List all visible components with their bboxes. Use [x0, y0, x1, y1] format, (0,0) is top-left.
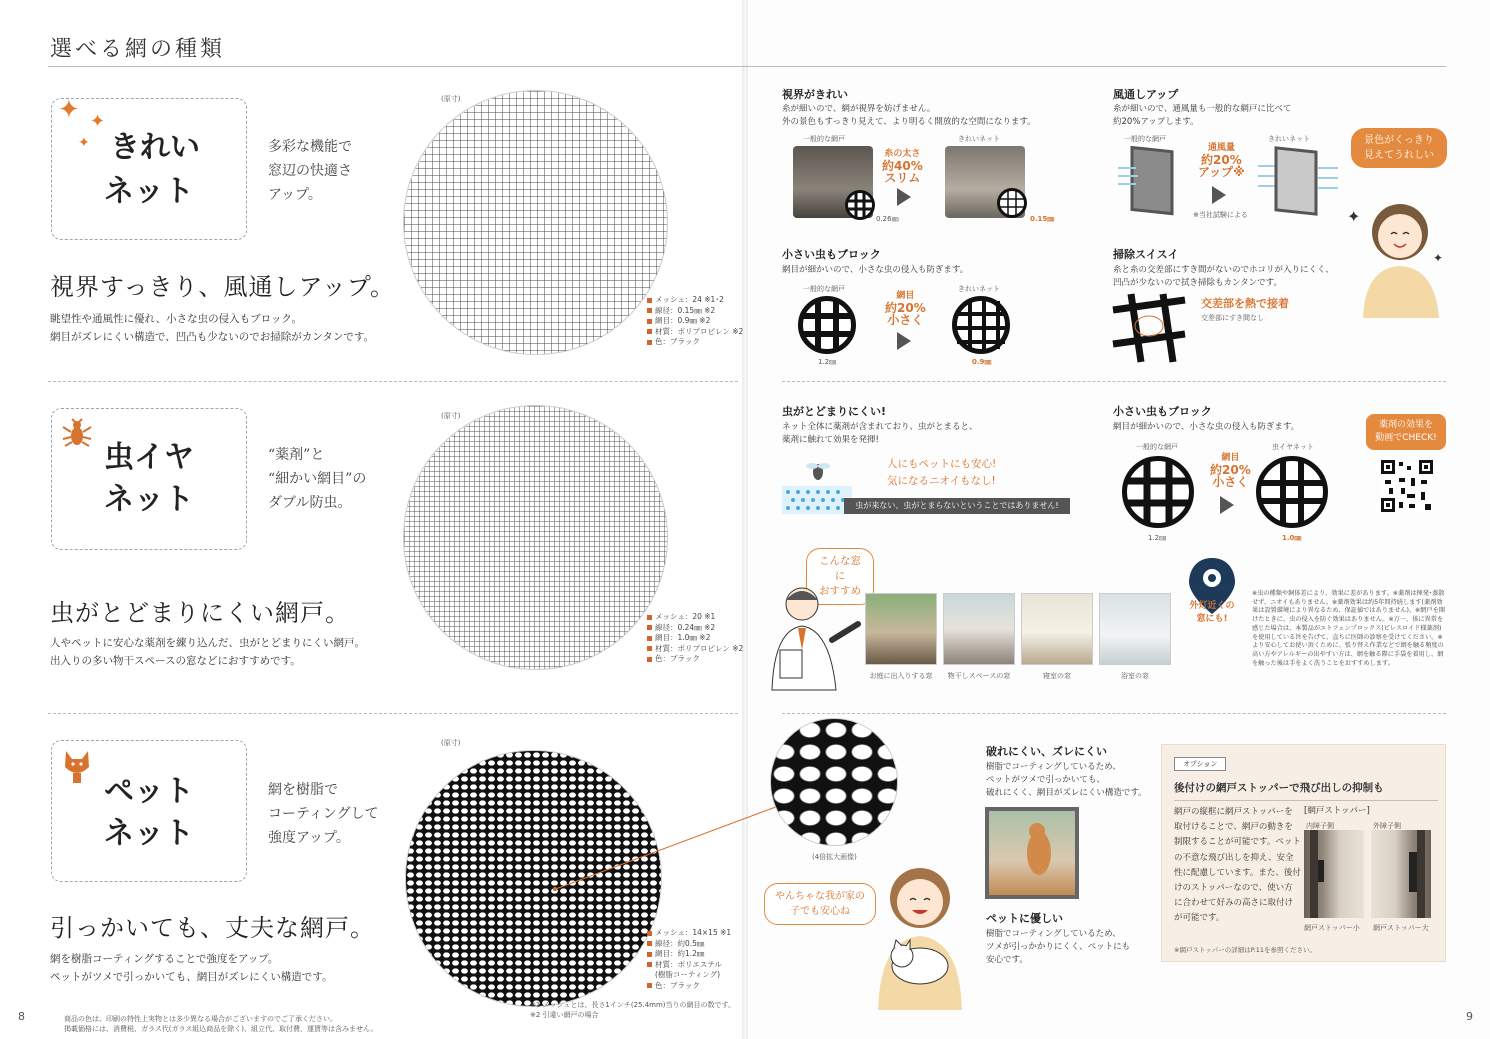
text-line: 樹脂でコーティングしているため、: [986, 929, 1121, 939]
mushiiya-net-namebox: [51, 408, 247, 550]
tagline-line: 網を樹脂で: [268, 782, 338, 798]
kirei-net-namebox: [51, 95, 247, 240]
badge-line: 動画でCHECK!: [1375, 433, 1437, 443]
thread-closeup-kirei: [997, 188, 1027, 218]
desc-line: 網目がズレにくい構造で、凹凸も少ないのでお掃除がカンタンです。: [50, 331, 375, 343]
net-name-line2: ネット: [104, 174, 194, 209]
callout-line: 網目: [1221, 453, 1240, 463]
dim-general: 1.2㎜: [1148, 534, 1167, 542]
kirei-tagline: [268, 135, 352, 207]
desc-line: 網を樹脂コーティングすることで強度をアップ。: [50, 953, 279, 965]
text-line: 外の景色もすっきり見えて、より明るく開放的な空間になります。: [782, 117, 1036, 127]
badge-line: 薬剤の効果を: [1378, 420, 1433, 430]
spec-row: 網目：約1.2㎜: [647, 949, 731, 960]
photo-caption: 浴室の窓: [1121, 672, 1149, 680]
scale-label: (原寸): [441, 739, 461, 747]
page-title: 選べる網の種類: [50, 37, 226, 62]
photo-laundry-window: [943, 593, 1015, 665]
stopper-small-caption: 網戸ストッパー小: [1304, 924, 1360, 932]
label-mushi: 虫イヤネット: [1272, 443, 1314, 451]
view-text: [782, 103, 1036, 129]
pet-specs: [647, 928, 731, 991]
pet-headline: 引っかいても、丈夫な網戸。: [50, 914, 375, 942]
stay-heading: 虫がとどまりにくい!: [782, 405, 887, 418]
photo-garden-window: [865, 593, 937, 665]
dim-kirei: 0.15㎜: [1030, 215, 1055, 223]
sparkle-tiny-icon: ✦: [78, 135, 90, 151]
mesh-closeup-kirei: [952, 296, 1010, 354]
mesh-closeup-general: [798, 296, 856, 354]
bubble-line: やんちゃな我が家の: [775, 891, 865, 902]
dim-general: 0.26㎜: [876, 215, 899, 223]
text-line: 性に配慮しています。また、後付: [1174, 867, 1301, 878]
kirei-specs: [647, 295, 743, 348]
kirei-mesh-sample: [403, 90, 668, 355]
tagline-line: 強度アップ。: [268, 830, 350, 846]
divider-right-1: [782, 381, 1446, 382]
bubble-line: 子でも安心ね: [790, 906, 850, 917]
stopper-large-caption: 網戸ストッパー大: [1373, 924, 1429, 932]
wind-callout: [1198, 142, 1245, 178]
badge-line: 外灯近くの: [1189, 601, 1235, 611]
spec-row: メッシュ：24 ※1･2: [647, 295, 743, 306]
text-line: 網戸の縦框に網戸ストッパーを: [1174, 807, 1293, 817]
callout-line: 糸の太さ: [884, 149, 921, 159]
option-tag: オプション: [1174, 757, 1226, 771]
spec-row: 網目：1.0㎜ ※2: [647, 633, 743, 644]
woman-illustration: [1347, 190, 1445, 318]
callout-line: 約20%: [885, 301, 926, 315]
bubble-line: おすすめ: [818, 585, 862, 597]
text-line: ツメが引っかかりにくく、ペットにも: [986, 942, 1131, 952]
pet-net-namebox: [51, 740, 247, 882]
stopper-label: [網戸ストッパー]: [1304, 806, 1370, 816]
zoom-leader-line: [553, 803, 783, 893]
label-kirei: きれいネット: [1268, 135, 1310, 143]
callout-line: 約20%: [1210, 463, 1251, 477]
label-general: 一般的な網戸: [1124, 135, 1166, 143]
net-name-line1: 虫イヤ: [104, 440, 194, 475]
bug-text: 網目が細かいので、小さな虫の侵入も防ぎます。: [782, 265, 969, 275]
window-screen-general: [1118, 144, 1176, 212]
desc-line: 人やペットに安心な薬剤を練り込んだ、虫がとどまりにくい網戸。: [50, 637, 365, 649]
page-number-right: 9: [1466, 1010, 1473, 1023]
thread-closeup-general: [845, 190, 875, 220]
mesh-closeup-mushi: [1256, 456, 1328, 528]
view-callout: [882, 148, 923, 184]
callout-line: 人にもペットにも安心!: [887, 458, 997, 470]
spec-row: メッシュ：14×15 ※1: [647, 928, 731, 939]
spec-row: 線径：約0.5㎜: [647, 939, 731, 950]
net-name-line1: きれい: [110, 130, 200, 165]
mushiiya-mesh-sample: [403, 405, 668, 670]
insect-repellent-note: ※虫の種類や飼体差により、効果に差があります。※薬剤は揮発･蒸散せず、ニオイもありません。※薬剤効果は約5年間持続します(薬剤効果は設置環境により異なるため、保証値ではありません)。※網戸を開けたときに、虫の侵入を防ぐ効果はありません。※万一、体に異常を感じた場合は、本製品がエトフェンプロックス(ピレスロイド様薬剤)を使用している旨を告げて、直ちに医師の診察を受けてください。※より安心してお使い頂くために、張り替え作業などで網を触る頻度の高い方やアレルギーの出やすい方は、網を触る際に手袋を着用し、網を触った後は手をよく洗うことをおすすめします。: [1252, 590, 1445, 667]
badge-line: 窓にも!: [1196, 614, 1228, 624]
dim-general: 1.2㎜: [818, 358, 837, 366]
desc-line: ペットがツメで引っかいても、網目がズレにくい構造です。: [50, 971, 333, 983]
kirei-description: [50, 310, 374, 346]
tagline-line: “細かい網目”の: [268, 471, 367, 487]
pet-tagline: [268, 778, 379, 850]
label-kirei: きれいネット: [958, 135, 1000, 143]
stay-text: [782, 421, 978, 447]
zoom-label: (4倍拡大画像): [812, 853, 857, 861]
pet-kind-heading: ペットに優しい: [986, 912, 1063, 925]
desc-line: 出入りの多い物干スペースの窓などにおすすめです。: [50, 655, 301, 667]
mushiiya-description: [50, 634, 365, 670]
clean-text: [1113, 264, 1334, 290]
spec-row: 網目：0.9㎜ ※2: [647, 316, 743, 327]
strong-heading: 破れにくい、ズレにくい: [986, 745, 1107, 758]
text-line: 凹凸が少ないので拭き掃除もカンタンです。: [1113, 278, 1282, 288]
divider-right-2: [782, 713, 1446, 714]
spec-row: 線径：0.15㎜ ※2: [647, 306, 743, 317]
sparkle-icon: ✦: [58, 95, 80, 125]
text-line: 糸が細いので、通風量も一般的な網戸に比べて: [1113, 104, 1292, 114]
callout-line: 網目: [896, 291, 915, 301]
scale-label: (原寸): [441, 412, 461, 420]
text-line: の不意な飛び出しを抑え、安全: [1174, 852, 1294, 863]
stopper-photo-small: [1304, 830, 1364, 918]
svg-text:✦: ✦: [1433, 251, 1444, 265]
label-general: 一般的な網戸: [803, 135, 845, 143]
bottom-note-line: 商品の色は、印刷の特性上実物とは多少異なる場合がございますのでご了承ください。: [64, 1015, 337, 1023]
label-general: 一般的な網戸: [1136, 443, 1178, 451]
callout-line: アップ※: [1198, 165, 1245, 179]
cat-on-screen-photo: [986, 808, 1076, 896]
mushiiya-tagline: [268, 443, 366, 515]
page-number-left: 8: [18, 1010, 25, 1023]
photo-caption: 物干しスペースの窓: [947, 672, 1011, 680]
pet-owner-bubble: [764, 883, 876, 925]
photo-caption: 寝室の窓: [1043, 672, 1071, 680]
text-line: 制限することが可能です。ペット: [1174, 837, 1301, 848]
wind-text: [1113, 103, 1291, 129]
spec-row: 色：ブラック: [647, 337, 743, 348]
spec-row: 材質：ポリエステル: [647, 960, 731, 971]
arrow-right-icon: [897, 332, 911, 350]
pet-kind-text: [986, 928, 1130, 967]
divider-left-2: [48, 713, 738, 714]
callout-line: 小さく: [887, 313, 924, 327]
callout-line: スリム: [884, 171, 921, 185]
bug-heading: 小さい虫もブロック: [782, 248, 881, 261]
clean-callout: 交差部を熱で接着: [1201, 297, 1289, 310]
arrow-right-icon: [1220, 496, 1234, 514]
title-rule: [48, 66, 1446, 67]
speech-bubble-view: [1351, 128, 1447, 168]
callout-line: 約40%: [882, 159, 923, 173]
bug-callout: [885, 290, 926, 326]
text-line: 取付けることで、網戸の動きを: [1174, 822, 1293, 833]
text-line: が可能です。: [1174, 913, 1225, 924]
spec-row: 材質：ポリプロピレン ※2: [647, 644, 743, 655]
mesh-closeup-general: [1122, 456, 1194, 528]
bottom-notes: [64, 1014, 377, 1034]
dim-mushi: 1.0㎜: [1282, 534, 1302, 542]
mushiiya-headline: 虫がとどまりにくい網戸。: [50, 599, 350, 627]
option-heading: 後付けの網戸ストッパーで飛び出しの抑制も: [1174, 782, 1384, 794]
woman-with-cat-illustration: [870, 860, 970, 1010]
option-text: [1174, 805, 1301, 927]
tagline-line: “薬剤”と: [268, 447, 325, 463]
footnote-line: ※2 引違い網戸の場合: [530, 1011, 599, 1019]
stopper-photo-large: [1371, 830, 1431, 918]
clean-sub: 交差部にすき間なし: [1201, 314, 1264, 322]
bug2-heading: 小さい虫もブロック: [1113, 405, 1212, 418]
tagline-line: 窓辺の快適さ: [268, 163, 352, 179]
spec-row: 色：ブラック: [647, 654, 743, 665]
qr-code[interactable]: [1381, 460, 1433, 512]
tagline-line: コーティングして: [268, 806, 379, 822]
inner-side-label: 内障子側: [1306, 822, 1334, 830]
desc-line: 眺望性や通風性に優れ、小さな虫の侵入もブロック。: [50, 313, 302, 325]
text-line: 安心です。: [986, 955, 1028, 965]
spec-row: 色：ブラック: [647, 981, 731, 992]
pet-mesh-zoom: [770, 718, 898, 846]
bug2-text: 網目が細かいので、小さな虫の侵入も防ぎます。: [1113, 422, 1300, 432]
pet-description: [50, 950, 332, 986]
net-name-line2: ネット: [104, 482, 194, 517]
wind-heading: 風通しアップ: [1113, 88, 1179, 101]
kirei-headline: 視界すっきり、風通しアップ。: [50, 273, 395, 301]
label-kirei: きれいネット: [958, 285, 1000, 293]
callout-line: 気になるニオイもなし!: [887, 475, 996, 487]
outdoor-light-text: [1183, 600, 1241, 626]
man-pointing-illustration: [762, 580, 862, 690]
text-line: 樹脂でコーティングしているため、: [986, 762, 1121, 772]
divider-left-1: [48, 381, 738, 382]
bubble-line: こんな窓に: [819, 555, 861, 582]
option-rule: [1174, 800, 1438, 801]
text-line: に合わせて好みの高さに取付け: [1174, 898, 1294, 909]
text-line: 破れにくく、網目がズレにくい構造です。: [986, 788, 1147, 798]
text-line: ペットがツメで引っかいても、: [986, 775, 1105, 785]
thread-junction-diagram: [1113, 294, 1185, 362]
window-screen-kirei: [1258, 144, 1338, 212]
footnote-line: ※1 メッシュとは、長さ1インチ(25.4mm)当りの網目の数です。: [530, 1001, 735, 1009]
sparkle-small-icon: ✦: [90, 111, 106, 132]
net-name-line2: ネット: [104, 816, 194, 851]
stay-callout: [887, 456, 996, 490]
video-check-badge[interactable]: [1366, 414, 1446, 450]
text-line: けのストッパーなので、使い方: [1174, 883, 1293, 894]
scale-label: (原寸): [441, 95, 461, 103]
bottom-note-line: 掲載価格には、消費税、ガラス代(ガラス組込商品を除く)、組立代、取付費、運賃等は含みません。: [64, 1025, 378, 1033]
tagline-line: アップ。: [268, 187, 322, 203]
net-name-line1: ペット: [104, 774, 194, 809]
arrow-right-icon: [897, 188, 911, 206]
view-heading: 視界がきれい: [782, 88, 848, 101]
wind-note: ※当社試験による: [1193, 211, 1248, 219]
dim-kirei: 0.9㎜: [972, 358, 992, 366]
arrow-right-icon: [1212, 186, 1226, 204]
bubble-line: 見えてうれしい: [1364, 150, 1434, 161]
text-line: 糸と糸の交差部にすき間がないのでホコリが入りにくく、: [1113, 265, 1334, 275]
tagline-line: ダブル防虫。: [268, 495, 352, 511]
tagline-line: 多彩な機能で: [268, 139, 352, 155]
text-line: 約20%アップします。: [1113, 117, 1199, 127]
text-line: ネット全体に薬剤が含まれており、虫がとまると、: [782, 422, 978, 432]
option-note: ※網戸ストッパーの詳細はP.11を参照ください。: [1174, 946, 1316, 954]
disclaimer-banner: 虫が来ない、虫がとまらないということではありません!: [844, 498, 1070, 514]
strong-text: [986, 761, 1147, 800]
mushiiya-specs: [647, 612, 743, 665]
spec-row: メッシュ：20 ※1: [647, 612, 743, 623]
label-general: 一般的な網戸: [803, 285, 845, 293]
spec-row: 線径：0.24㎜ ※2: [647, 623, 743, 634]
bug2-callout: [1210, 452, 1251, 488]
text-line: 糸が細いので、網が視界を妨げません。: [782, 104, 936, 114]
outer-side-label: 外障子側: [1373, 822, 1401, 830]
spec-row: 材質：ポリプロピレン ※2: [647, 327, 743, 338]
photo-bathroom-window: [1099, 593, 1171, 665]
photo-bedroom-window: [1021, 593, 1093, 665]
text-line: 薬剤に触れて効果を発揮!: [782, 435, 879, 445]
callout-line: 小さく: [1212, 475, 1249, 489]
photo-caption: お庭に出入りする窓: [869, 672, 933, 680]
callout-line: 通風量: [1207, 143, 1235, 153]
clean-heading: 掃除スイスイ: [1113, 248, 1179, 261]
mesh-footnotes: [530, 1000, 735, 1020]
bubble-line: 景色がくっきり: [1364, 135, 1434, 146]
svg-text:✦: ✦: [1347, 207, 1361, 226]
callout-line: 約20%: [1201, 153, 1242, 167]
spec-row: (樹脂コーティング): [655, 970, 721, 979]
